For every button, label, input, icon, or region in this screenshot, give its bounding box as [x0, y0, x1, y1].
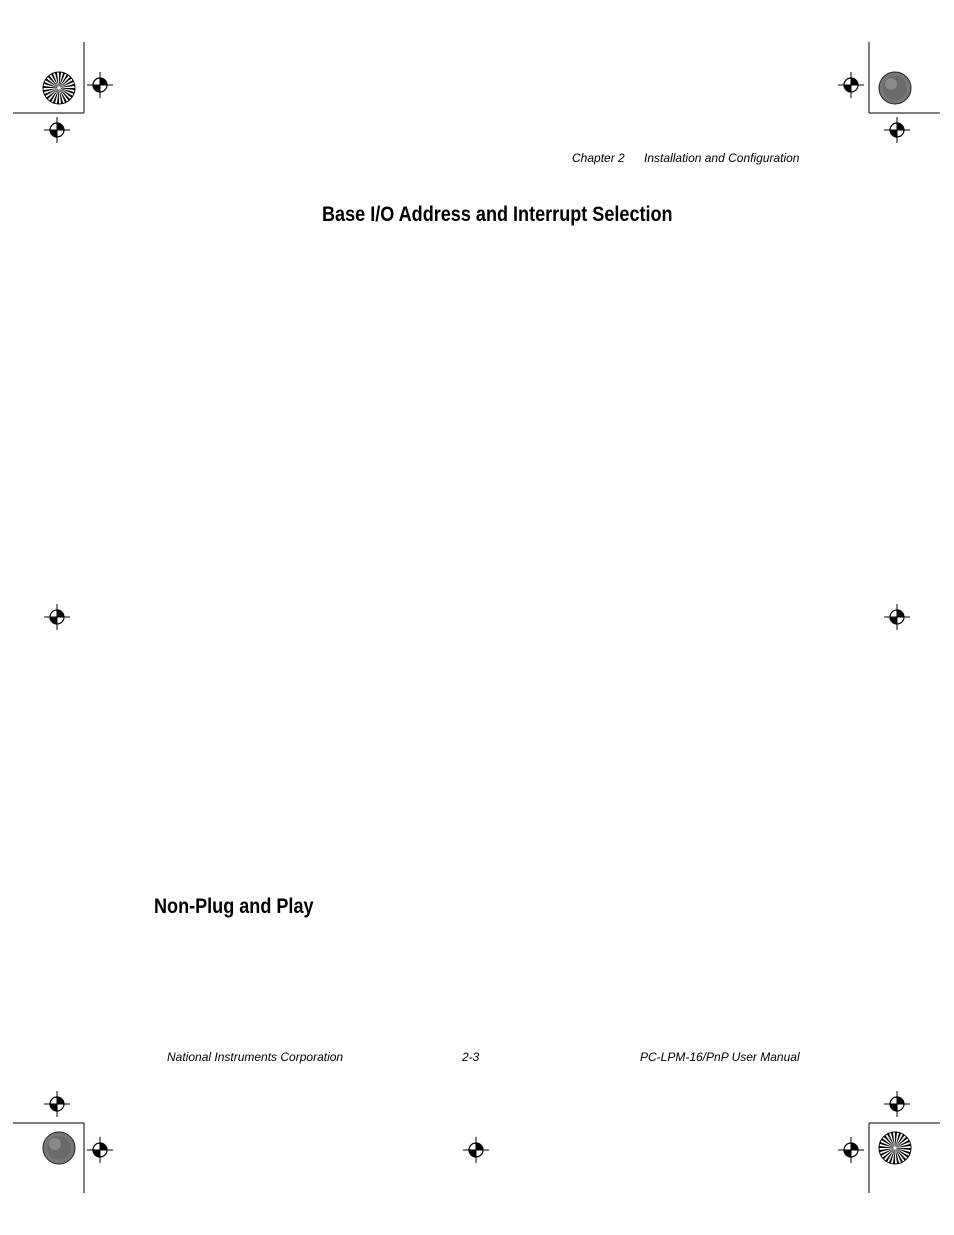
running-head — [572, 151, 799, 165]
registration-target-icon — [838, 1137, 864, 1163]
halftone-target-icon — [43, 1132, 75, 1164]
registration-target-icon — [44, 117, 70, 143]
registration-target-icon — [884, 1091, 910, 1117]
section-heading-non-plug-and-play: Non-Plug and Play — [154, 895, 314, 918]
halftone-target-icon — [879, 72, 911, 104]
footer-company: National Instruments Corporation — [167, 1050, 344, 1064]
registration-target-icon — [44, 1091, 70, 1117]
running-head-chapter: Chapter 2 — [572, 151, 625, 165]
registration-target-icon — [463, 1137, 489, 1163]
registration-target-icon — [884, 117, 910, 143]
registration-target-icon — [87, 72, 113, 98]
footer-manual-title: PC-LPM-16/PnP User Manual — [640, 1050, 800, 1064]
starburst-target-icon — [43, 72, 75, 104]
registration-target-icon — [838, 72, 864, 98]
section-heading-base-io: Base I/O Address and Interrupt Selection — [322, 203, 673, 226]
registration-target-icon — [884, 604, 910, 630]
starburst-target-icon — [879, 1132, 911, 1164]
running-head-section: Installation and Configuration — [644, 151, 800, 165]
registration-target-icon — [44, 604, 70, 630]
registration-target-icon — [87, 1137, 113, 1163]
footer-page-number: 2-3 — [462, 1050, 480, 1064]
